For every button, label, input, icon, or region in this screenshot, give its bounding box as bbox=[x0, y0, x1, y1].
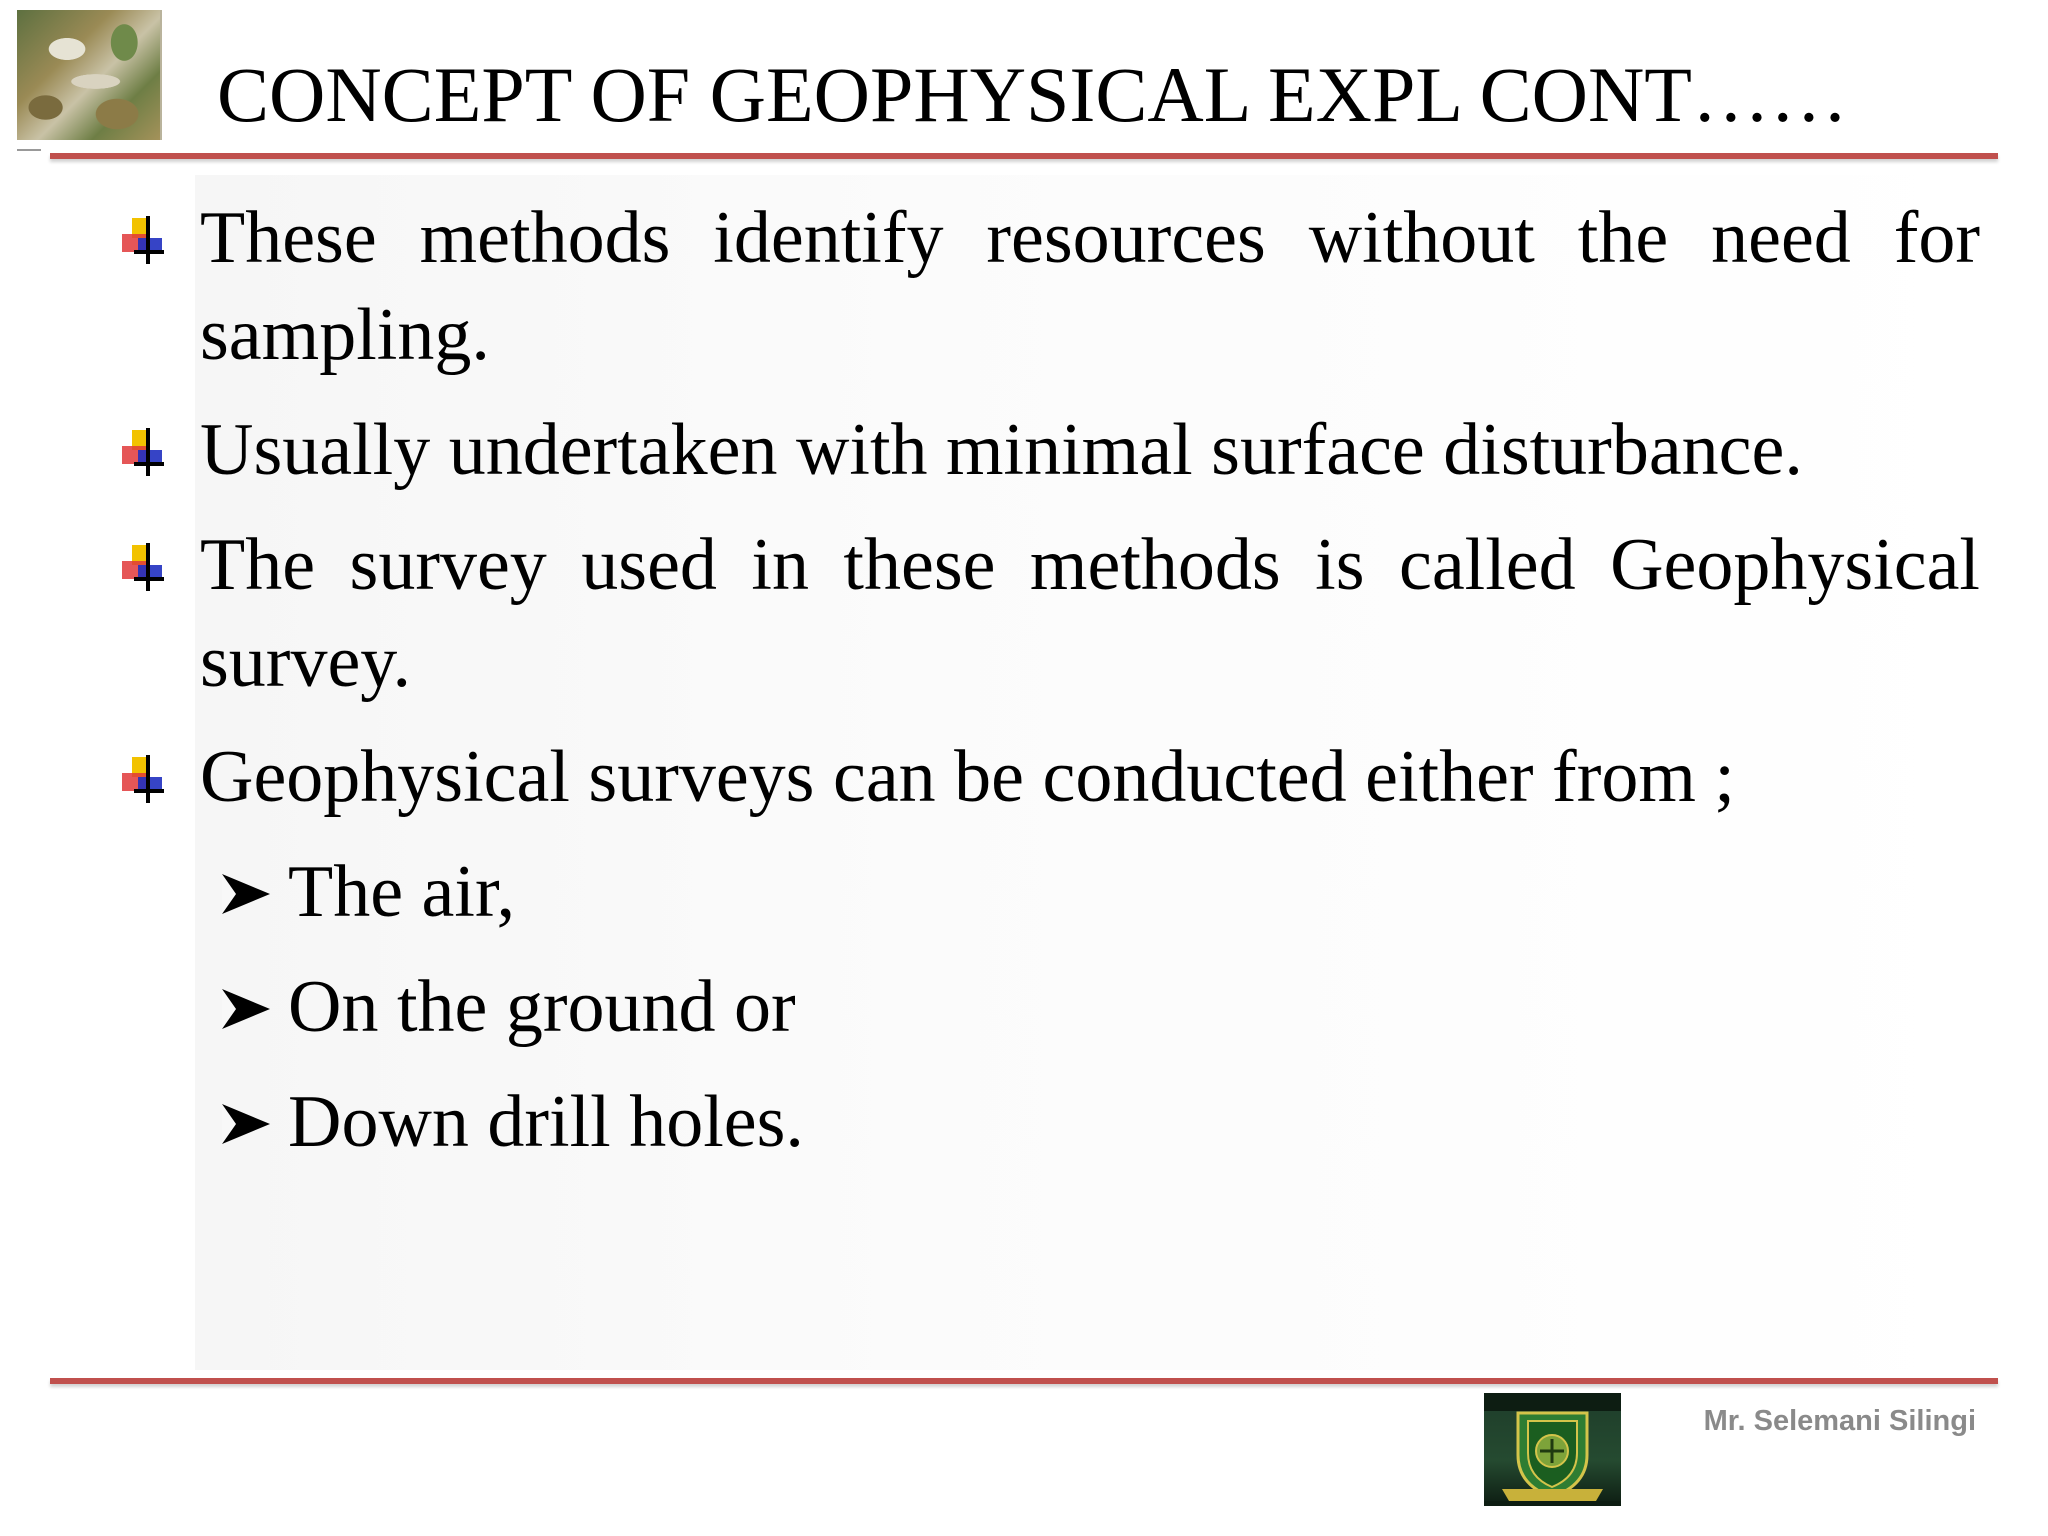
bullet-item bbox=[120, 402, 1980, 499]
bullet-text: Geophysical surveys can be conducted either from ; bbox=[200, 736, 1735, 818]
sub-bullet-text: Down drill holes. bbox=[288, 1081, 804, 1163]
institution-crest-logo bbox=[1484, 1393, 1621, 1506]
arrowhead-icon bbox=[220, 1100, 272, 1148]
bullet-item bbox=[120, 729, 1980, 826]
quad-bullet-icon bbox=[120, 751, 176, 807]
bullet-text: The survey used in these methods is called Geophysical survey. bbox=[200, 524, 1980, 703]
bullet-item bbox=[120, 517, 1980, 711]
arrowhead-icon bbox=[220, 870, 272, 918]
slide-title: CONCEPT OF GEOPHYSICAL EXPL CONT…… bbox=[217, 51, 1848, 138]
header-landscape-photo bbox=[17, 10, 162, 140]
bullet-text: These methods identify resources without the need for sampling. bbox=[200, 197, 1980, 376]
bottom-divider-rule bbox=[50, 1378, 1998, 1384]
bullet-item bbox=[120, 190, 1980, 384]
sub-bullet-item bbox=[120, 844, 1980, 941]
arrowhead-icon bbox=[220, 985, 272, 1033]
sub-bullet-text: The air, bbox=[288, 851, 516, 933]
sub-bullet-item bbox=[120, 1074, 1980, 1171]
quad-bullet-icon bbox=[120, 539, 176, 595]
author-name: Mr. Selemani Silingi bbox=[1703, 1405, 1976, 1437]
top-divider-rule bbox=[50, 153, 1998, 159]
quad-bullet-icon bbox=[120, 424, 176, 480]
quad-bullet-icon bbox=[120, 212, 176, 268]
sub-bullet-item bbox=[120, 959, 1980, 1056]
bullet-list bbox=[120, 190, 1980, 1189]
sub-bullet-text: On the ground or bbox=[288, 966, 796, 1048]
crest-icon bbox=[1484, 1393, 1621, 1506]
bullet-text: Usually undertaken with minimal surface disturbance. bbox=[200, 409, 1803, 491]
header-tick-mark bbox=[17, 149, 41, 151]
